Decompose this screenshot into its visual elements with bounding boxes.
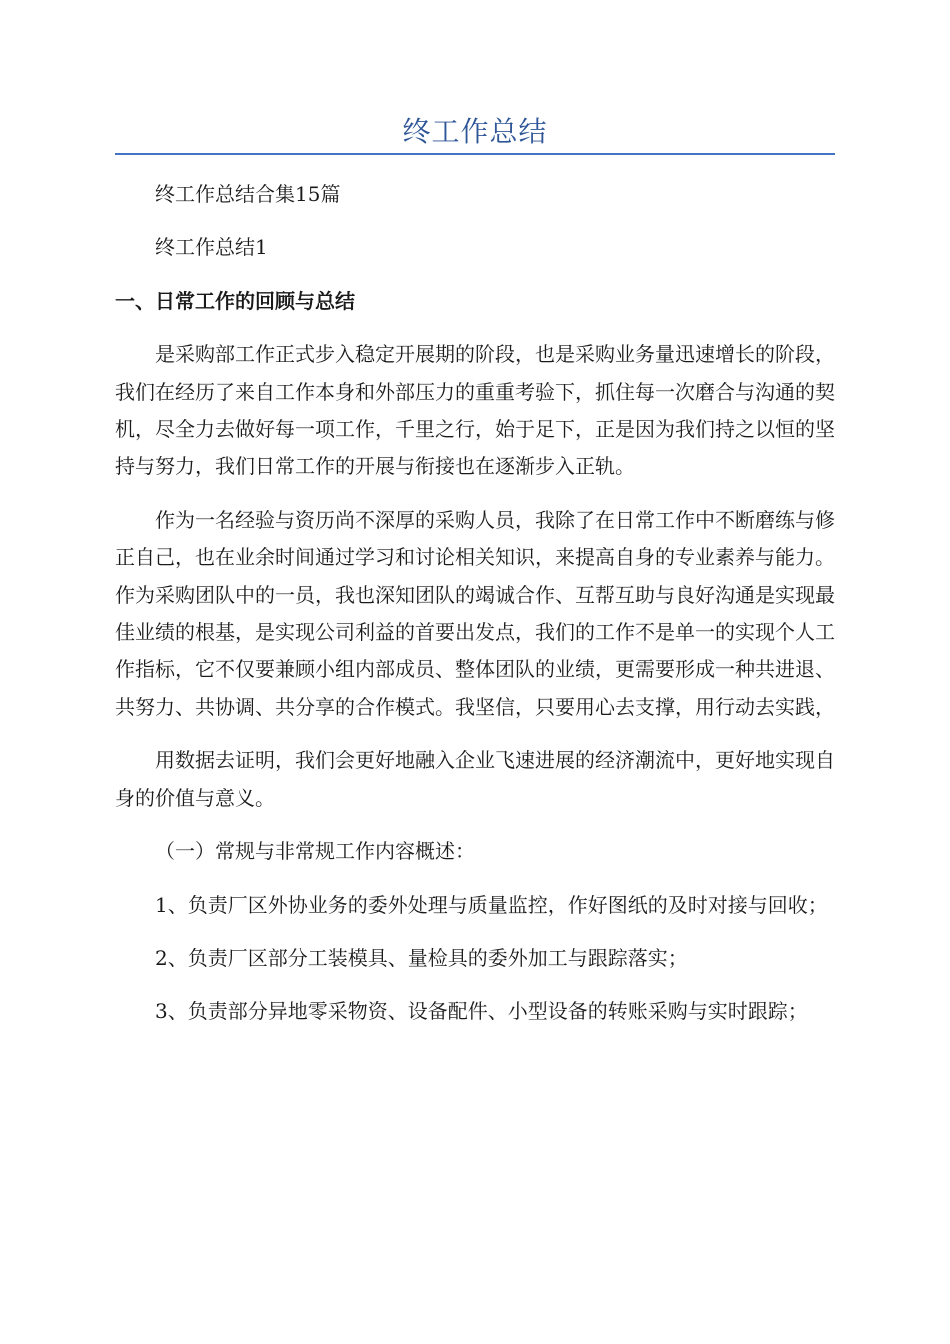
title-underline — [115, 153, 835, 155]
document-body — [115, 176, 835, 1047]
section-heading: 一、日常工作的回顾与总结 — [115, 288, 355, 313]
list-item: 2、负责厂区部分工装模具、量检具的委外加工与跟踪落实； — [155, 945, 688, 970]
paragraph: 作为一名经验与资历尚不深厚的采购人员，我除了在日常工作中不断磨练与修正自己，也在业余时间通过学习和讨论相关知识，来提高自身的专业素养与能力。作为采购团队中的一员，我也深知团队的竭诚合作、互帮互助与良好沟通是实现最佳业绩的根基，是实现公司利益的首要出发点，我们的工作不是单一的实现个人工作指标，它不仅要兼顾小组内部成员、整体团队的业绩，更需要形成一种共进退、共努力、共协调、共分享的合作模式。我坚信，只要用心去支撑，用行动去实践， — [115, 507, 835, 719]
document-title: 终工作总结 — [402, 115, 548, 148]
paragraph: 是采购部工作正式步入稳定开展期的阶段，也是采购业务量迅速增长的阶段，我们在经历了来自工作本身和外部压力的重重考验下，抓住每一次磨合与沟通的契机，尽全力去做好每一项工作，千里之行，始于足下，正是因为我们持之以恒的坚持与努力，我们日常工作的开展与衔接也在逐渐步入正轨。 — [115, 342, 835, 479]
section-label: 终工作总结1 — [155, 235, 268, 260]
subsection-heading: （一）常规与非常规工作内容概述： — [155, 839, 475, 864]
list-item: 3、负责部分异地零采物资、设备配件、小型设备的转账采购与实时跟踪； — [155, 999, 808, 1024]
list-item: 1、负责厂区外协业务的委外处理与质量监控，作好图纸的及时对接与回收； — [155, 892, 828, 917]
paragraph: 用数据去证明，我们会更好地融入企业飞速进展的经济潮流中，更好地实现自身的价值与意义。 — [115, 748, 835, 810]
subtitle-line: 终工作总结合集15篇 — [155, 182, 341, 206]
